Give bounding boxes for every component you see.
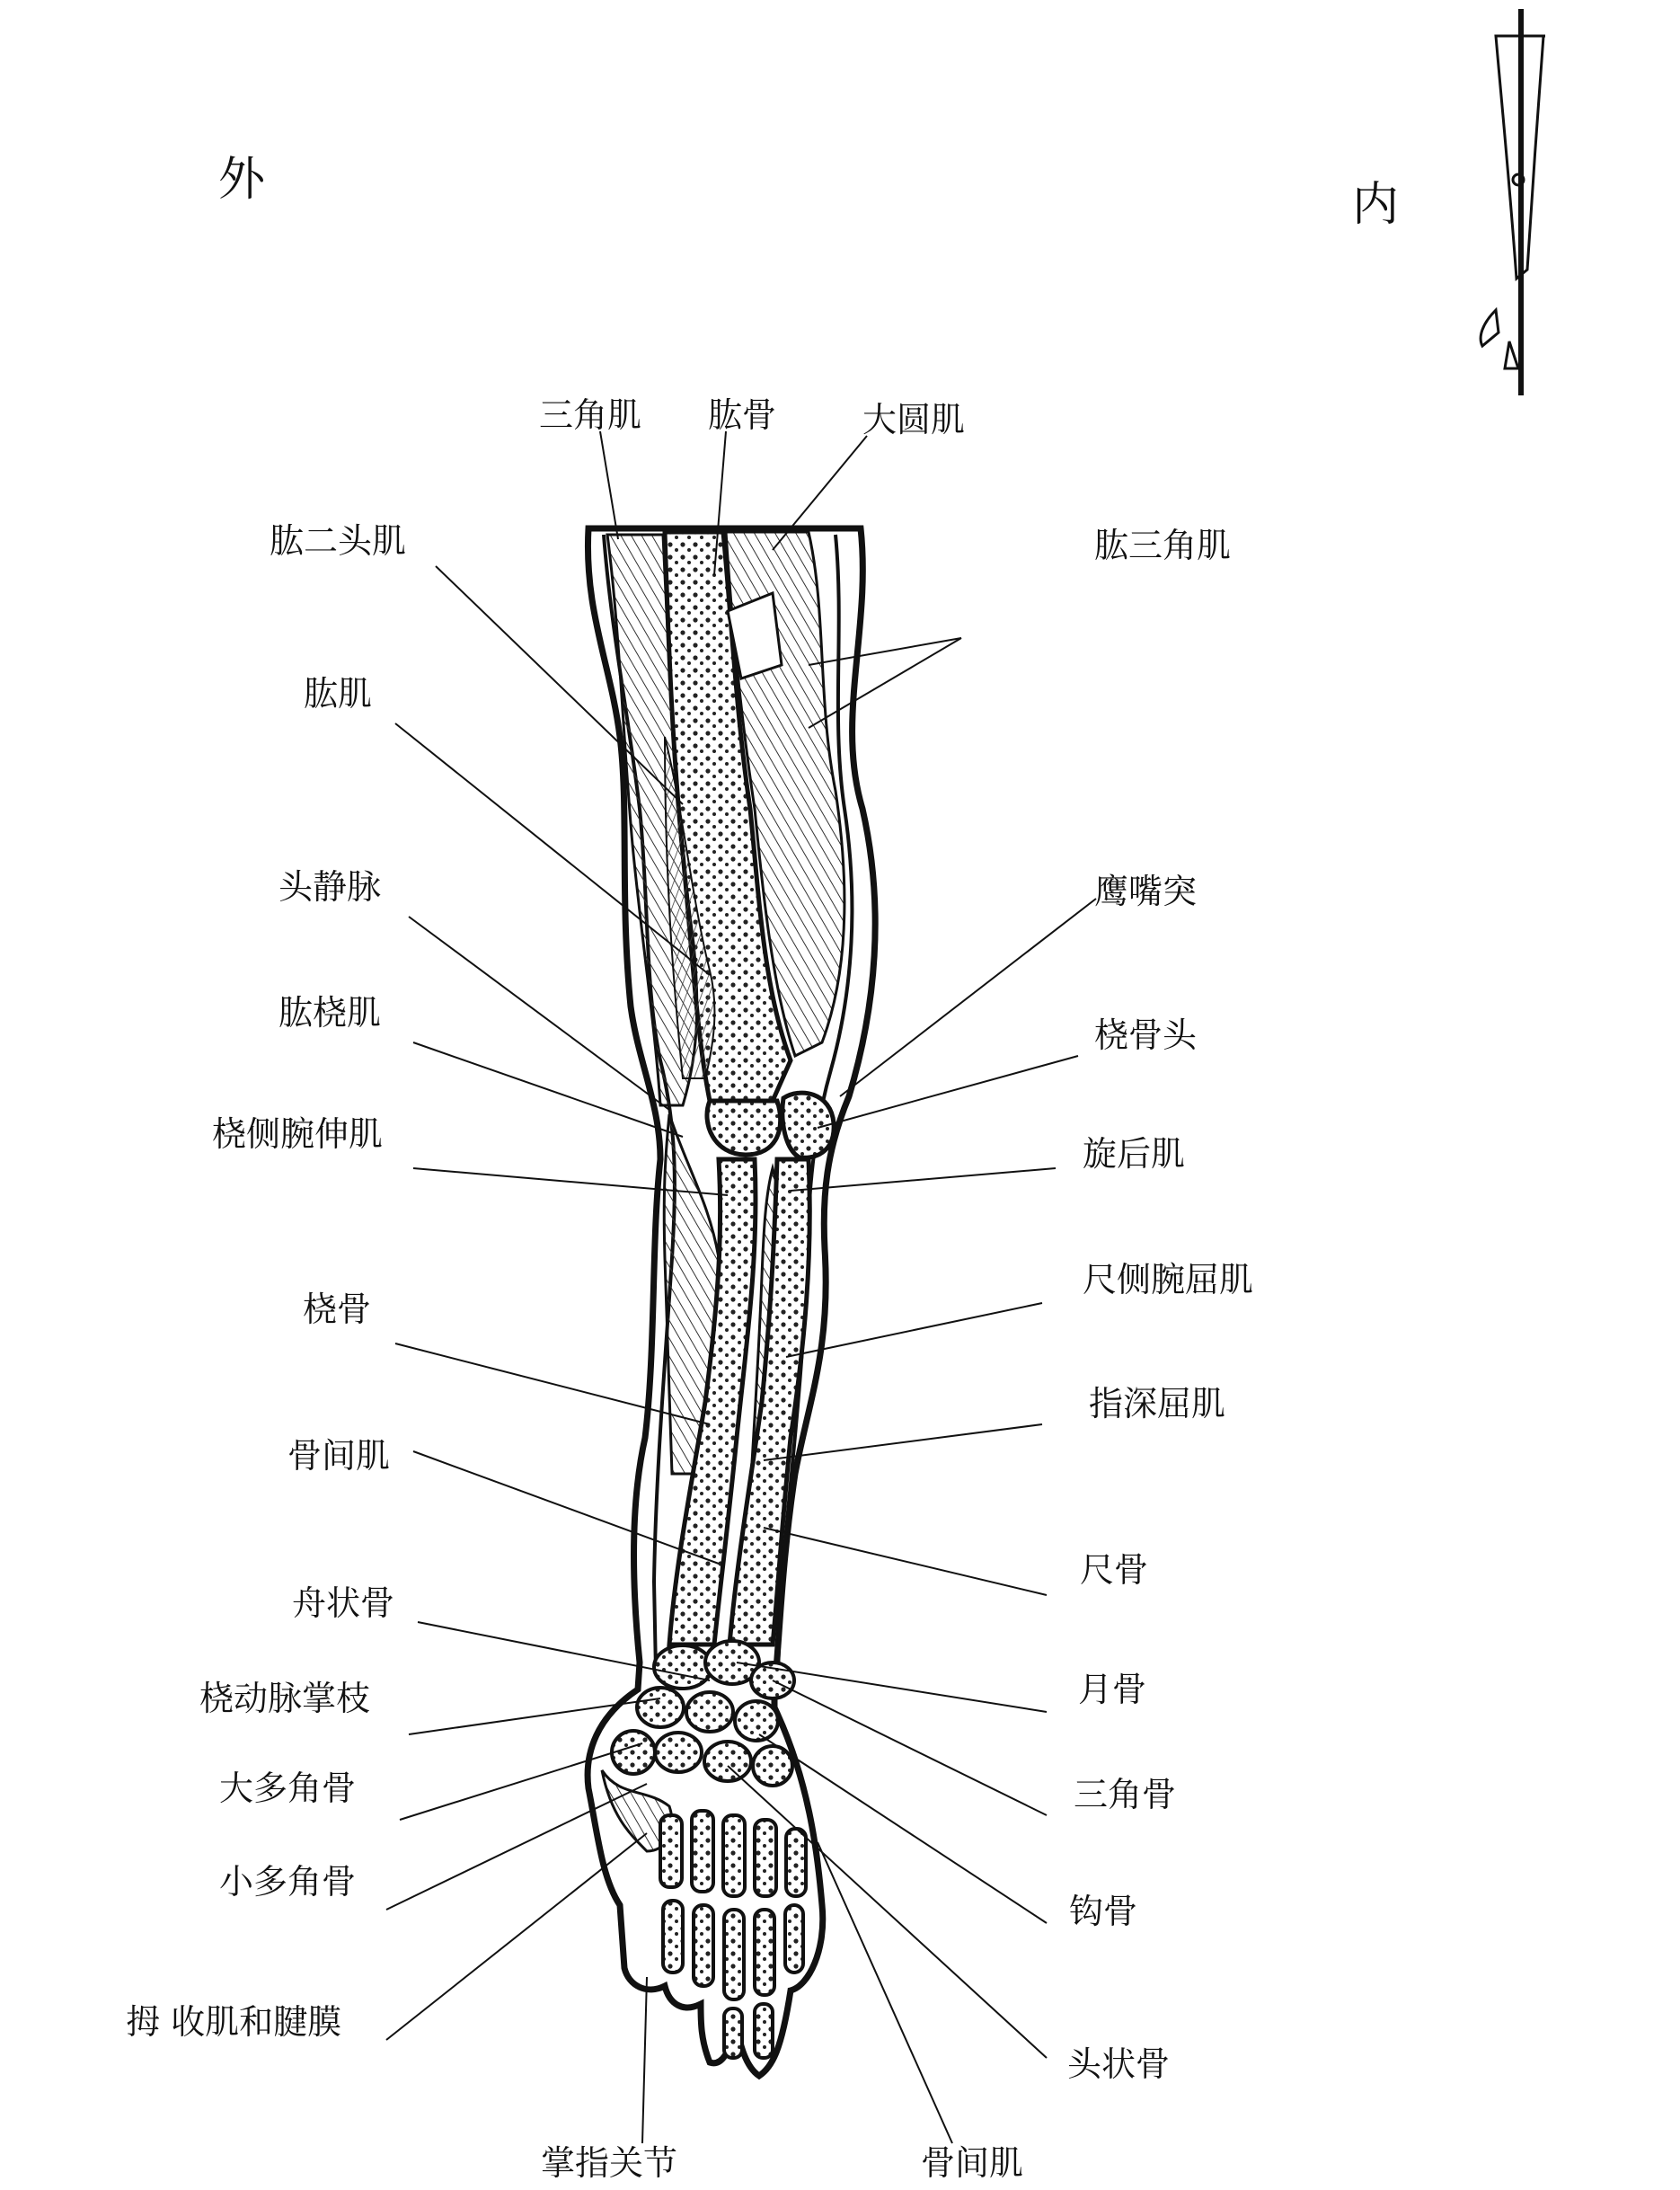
label-triquetrum: 三角骨 — [1074, 1775, 1177, 1814]
label-lunate: 月骨 — [1078, 1670, 1147, 1709]
label-radial-artery-palmar: 桡动脉掌枝 — [199, 1679, 371, 1718]
label-hamate: 钩骨 — [1069, 1892, 1138, 1931]
label-cephalic-vein: 头静脉 — [279, 867, 382, 907]
label-biceps: 肱二头肌 — [270, 521, 407, 561]
orientation-inset — [1481, 9, 1545, 395]
lateral-label: 外 — [218, 153, 266, 207]
label-interosseous-lower: 骨间肌 — [921, 2143, 1024, 2183]
label-deltoid: 三角肌 — [539, 395, 642, 435]
label-trapezoid: 小多角骨 — [219, 1862, 357, 1902]
label-brachialis: 肱肌 — [304, 674, 373, 714]
label-radius: 桡骨 — [303, 1290, 372, 1329]
label-scaphoid: 舟状骨 — [292, 1583, 395, 1623]
label-ext-carpi-radialis: 桡侧腕伸肌 — [212, 1114, 384, 1154]
label-mcp-joint: 掌指关节 — [541, 2143, 678, 2183]
label-flex-carpi-ulnaris: 尺侧腕屈肌 — [1083, 1260, 1254, 1299]
label-ulna: 尺骨 — [1080, 1550, 1149, 1590]
label-teres-major: 大圆肌 — [862, 400, 966, 439]
label-anconeus: 旋后肌 — [1083, 1134, 1186, 1174]
label-trapezium: 大多角骨 — [219, 1769, 357, 1808]
label-humerus: 肱骨 — [708, 395, 777, 435]
elbow-trochlea — [707, 1101, 781, 1155]
label-flex-dig-profundus: 指深屈肌 — [1089, 1384, 1226, 1423]
label-radial-head: 桡骨头 — [1094, 1015, 1198, 1055]
label-triceps: 肱三角肌 — [1094, 526, 1232, 565]
label-capitate: 头状骨 — [1067, 2044, 1171, 2084]
label-olecranon: 鹰嘴突 — [1094, 872, 1198, 911]
label-brachioradialis: 肱桡肌 — [279, 993, 382, 1033]
label-adductor-pollicis: 拇 收肌和腱膜 — [126, 2002, 342, 2042]
medial-label: 内 — [1352, 178, 1400, 232]
label-interosseous-upper: 骨间肌 — [287, 1436, 391, 1476]
